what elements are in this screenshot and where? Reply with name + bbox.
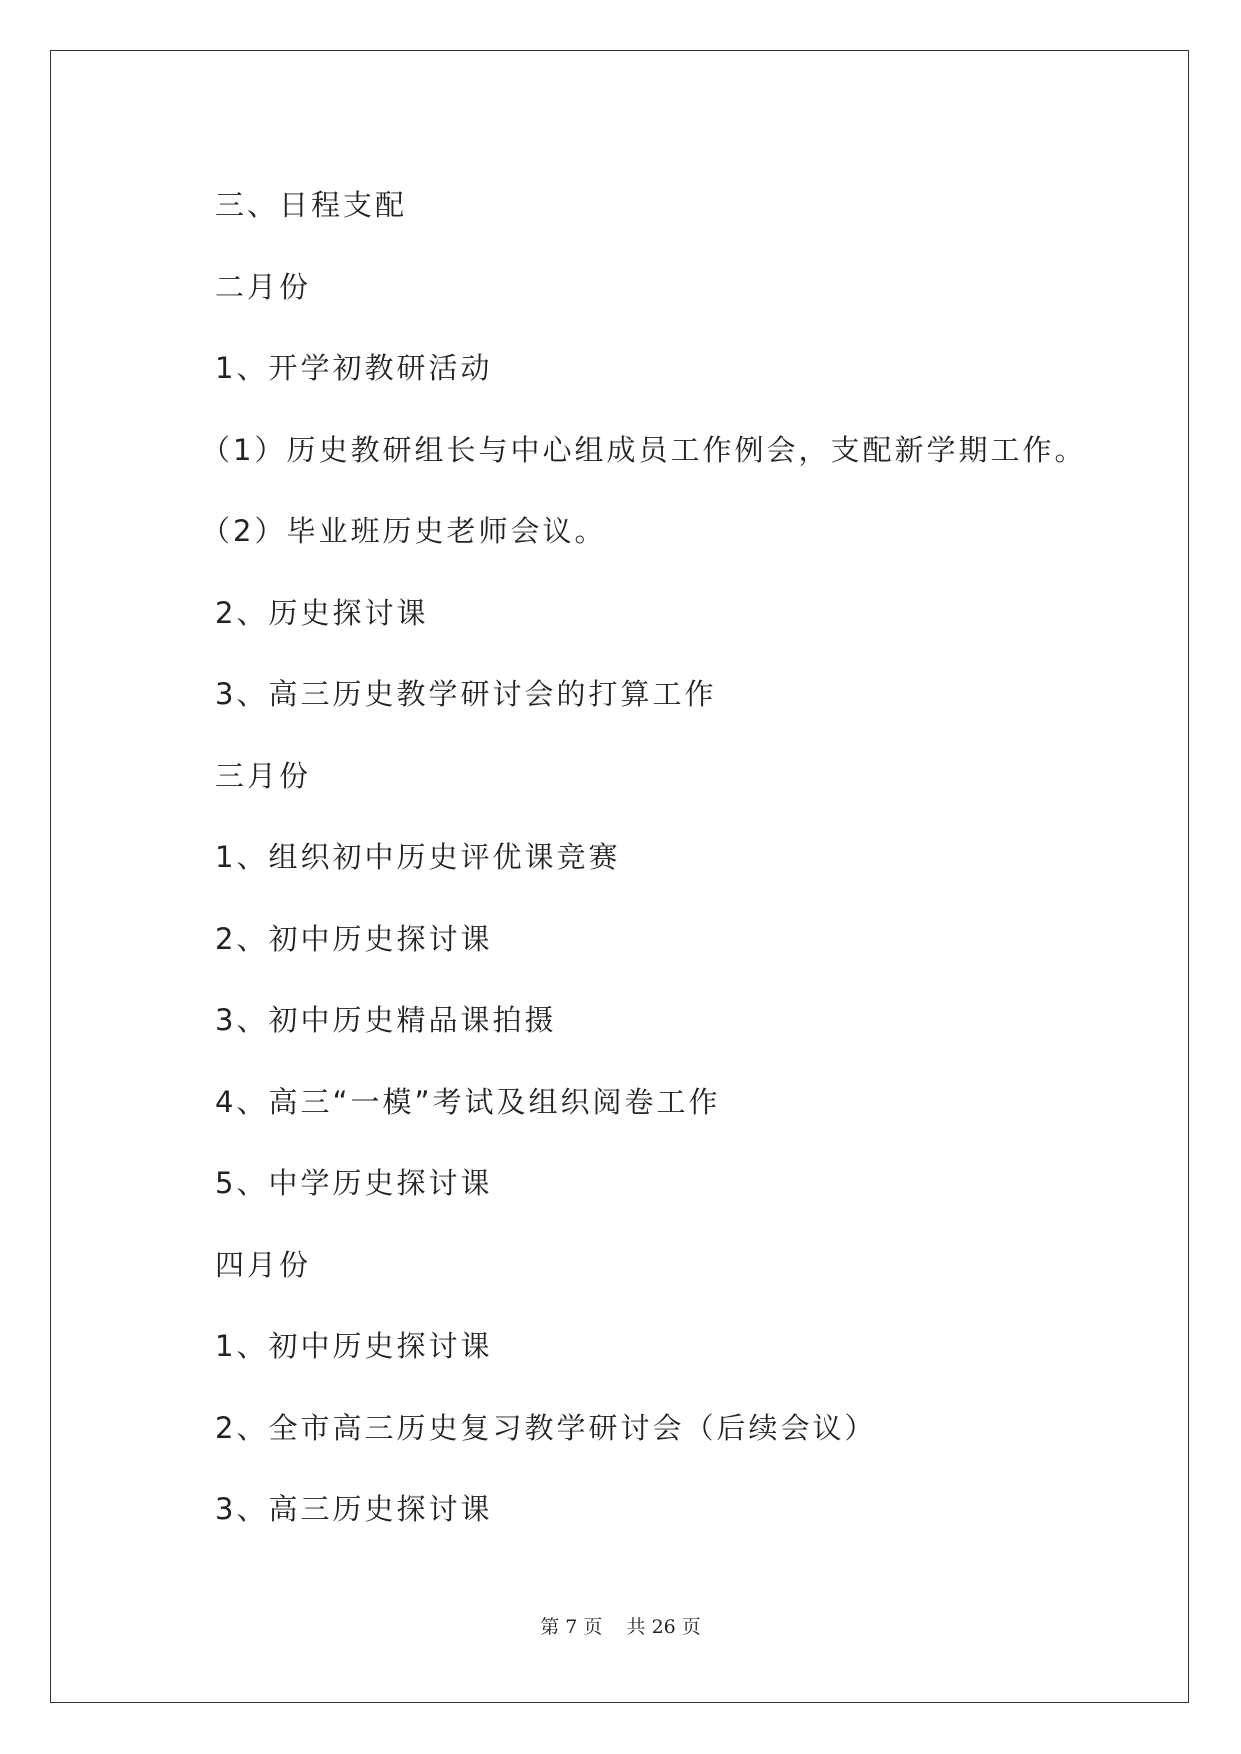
page-number-footer: 第 7 页 共 26 页 xyxy=(540,1616,701,1638)
document-body xyxy=(201,165,1115,1551)
sub-list-item: （1）历史教研组长与中心组成员工作例会，支配新学期工作。 xyxy=(201,432,1087,467)
list-item: 2、全市高三历史复习教学研讨会（后续会议） xyxy=(215,1410,877,1445)
section-heading: 三、日程支配 xyxy=(215,188,408,222)
list-item: 3、高三历史教学研讨会的打算工作 xyxy=(215,677,717,711)
list-item: 2、历史探讨课 xyxy=(215,595,429,630)
list-item: 4、高三“一模”考试及组织阅卷工作 xyxy=(215,1084,721,1119)
list-item: 3、初中历史精品课拍摄 xyxy=(215,1003,557,1037)
list-item: 3、高三历史探讨课 xyxy=(215,1492,493,1526)
month-heading: 三月份 xyxy=(215,758,312,793)
list-item: 1、初中历史探讨课 xyxy=(215,1329,493,1363)
list-item: 1、组织初中历史评优课竞赛 xyxy=(215,840,621,874)
list-item: 2、初中历史探讨课 xyxy=(215,921,493,956)
sub-list-item: （2）毕业班历史老师会议。 xyxy=(201,514,607,548)
list-item: 5、中学历史探讨课 xyxy=(215,1166,493,1200)
list-item: 1、开学初教研活动 xyxy=(215,351,493,385)
month-heading: 二月份 xyxy=(215,269,312,304)
month-heading: 四月份 xyxy=(215,1247,312,1282)
